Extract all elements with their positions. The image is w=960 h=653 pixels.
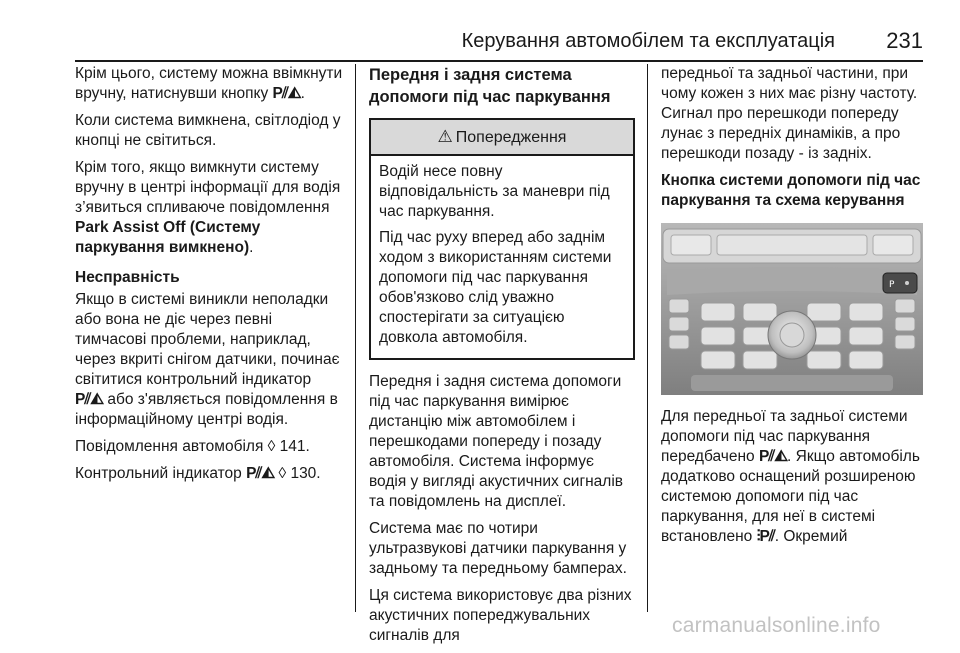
column-middle (369, 64, 635, 653)
park-distance-icon: P⫽◭ (758, 448, 788, 465)
paragraph-indicator-ref: Контрольний індикатор P⫽◭ ◊ 130. (75, 465, 321, 482)
paragraph-signal-sources: передньої та задньої частини, при чому кожен з них має різну частоту. Сигнал про перешкоди попереду лунає з передніх динаміків, а про перешкоди позаду - із задніх. (661, 65, 918, 162)
park-distance-icon: P⫽◭ (246, 465, 275, 482)
paragraph-popup-message: Крім того, якщо вимкнути систему вручну в центрі інформації для водія з’явиться спливаюче повідомлення Park Assist Off (Систему паркування вимкнено). (75, 159, 341, 256)
page-header (75, 26, 923, 62)
control-panel-photo (661, 223, 923, 395)
warning-label: Попередження (455, 129, 567, 146)
running-title: Керування автомобілем та експлуатація (461, 30, 835, 52)
column-divider (355, 64, 356, 612)
page-number: 231 (886, 28, 923, 53)
page-reference-link[interactable]: ◊ 141. (267, 438, 310, 455)
page-reference-link[interactable]: ◊ 130. (274, 465, 321, 482)
column-divider (647, 64, 648, 612)
paragraph-vehicle-messages-ref: Повідомлення автомобіля ◊ 141. (75, 438, 310, 455)
popup-message-text: Park Assist Off (Систему паркування вимкнено) (75, 219, 261, 256)
warning-text-1: Водій несе повну відповідальність за маневри під час паркування. (379, 163, 610, 220)
warning-triangle-icon: ⚠ (437, 127, 453, 146)
paragraph-system-description: Передня і задня система допомоги під час паркування вимірює дистанцію між автомобілем і перешкодами попереду і позаду автомобіля. Система інформує водія у вигляді акустичних сигналів та повідомлень на дисплеї. (369, 373, 623, 510)
paragraph-manual-on: Крім цього, систему можна ввімкнути вручну, натиснувши кнопку P⫽◭. (75, 65, 343, 102)
warning-body (371, 156, 633, 358)
paragraph-led-off: Коли система вимкнена, світлодіод у кнопці не світиться. (75, 112, 341, 149)
park-assist-button-icon: P (889, 280, 895, 290)
column-right (661, 64, 925, 554)
watermark-text: carmanualsonline.info (672, 614, 881, 637)
paragraph-button-description: Для передньої та задньої системи допомоги під час паркування передбачено P⫽◭. Якщо автомобіль додатково оснащений розширеною системою допомоги під час паркування, для неї в системі встановлено ⫶P⫽. Окремий (661, 408, 920, 545)
warning-box (369, 118, 635, 360)
paragraph-acoustic-signals: Ця система використовує два різних акустичних попереджувальних сигналів для (369, 587, 632, 644)
warning-header (371, 120, 633, 156)
park-distance-icon: P⫽◭ (272, 85, 301, 102)
park-distance-icon: P⫽◭ (75, 391, 104, 408)
fault-heading: Несправність (75, 269, 180, 286)
paragraph-fault: Якщо в системі виникли неполадки або вона не діє через певні тимчасові проблеми, наприклад, через вкриті снігом датчики, починає світитися контрольний індикатор P⫽◭ або з'являється повідомлення в інформаційному центрі водія. (75, 291, 340, 428)
section-title-button: Кнопка системи допомоги під час паркування та схема керування (661, 172, 921, 209)
warning-text-2: Під час руху вперед або заднім ходом з використанням системи допомоги під час паркування обов'язково слід уважно спостерігати за ситуацією довкола автомобіля. (379, 229, 612, 346)
section-title-park-assist: Передня і задня система допомоги під час паркування (369, 66, 611, 106)
column-left (75, 64, 343, 491)
paragraph-sensors: Система має по чотири ультразвукові датчики паркування у задньому та передньому бамперах. (369, 520, 627, 577)
advanced-park-assist-icon: ⫶P⫽ (756, 528, 775, 545)
